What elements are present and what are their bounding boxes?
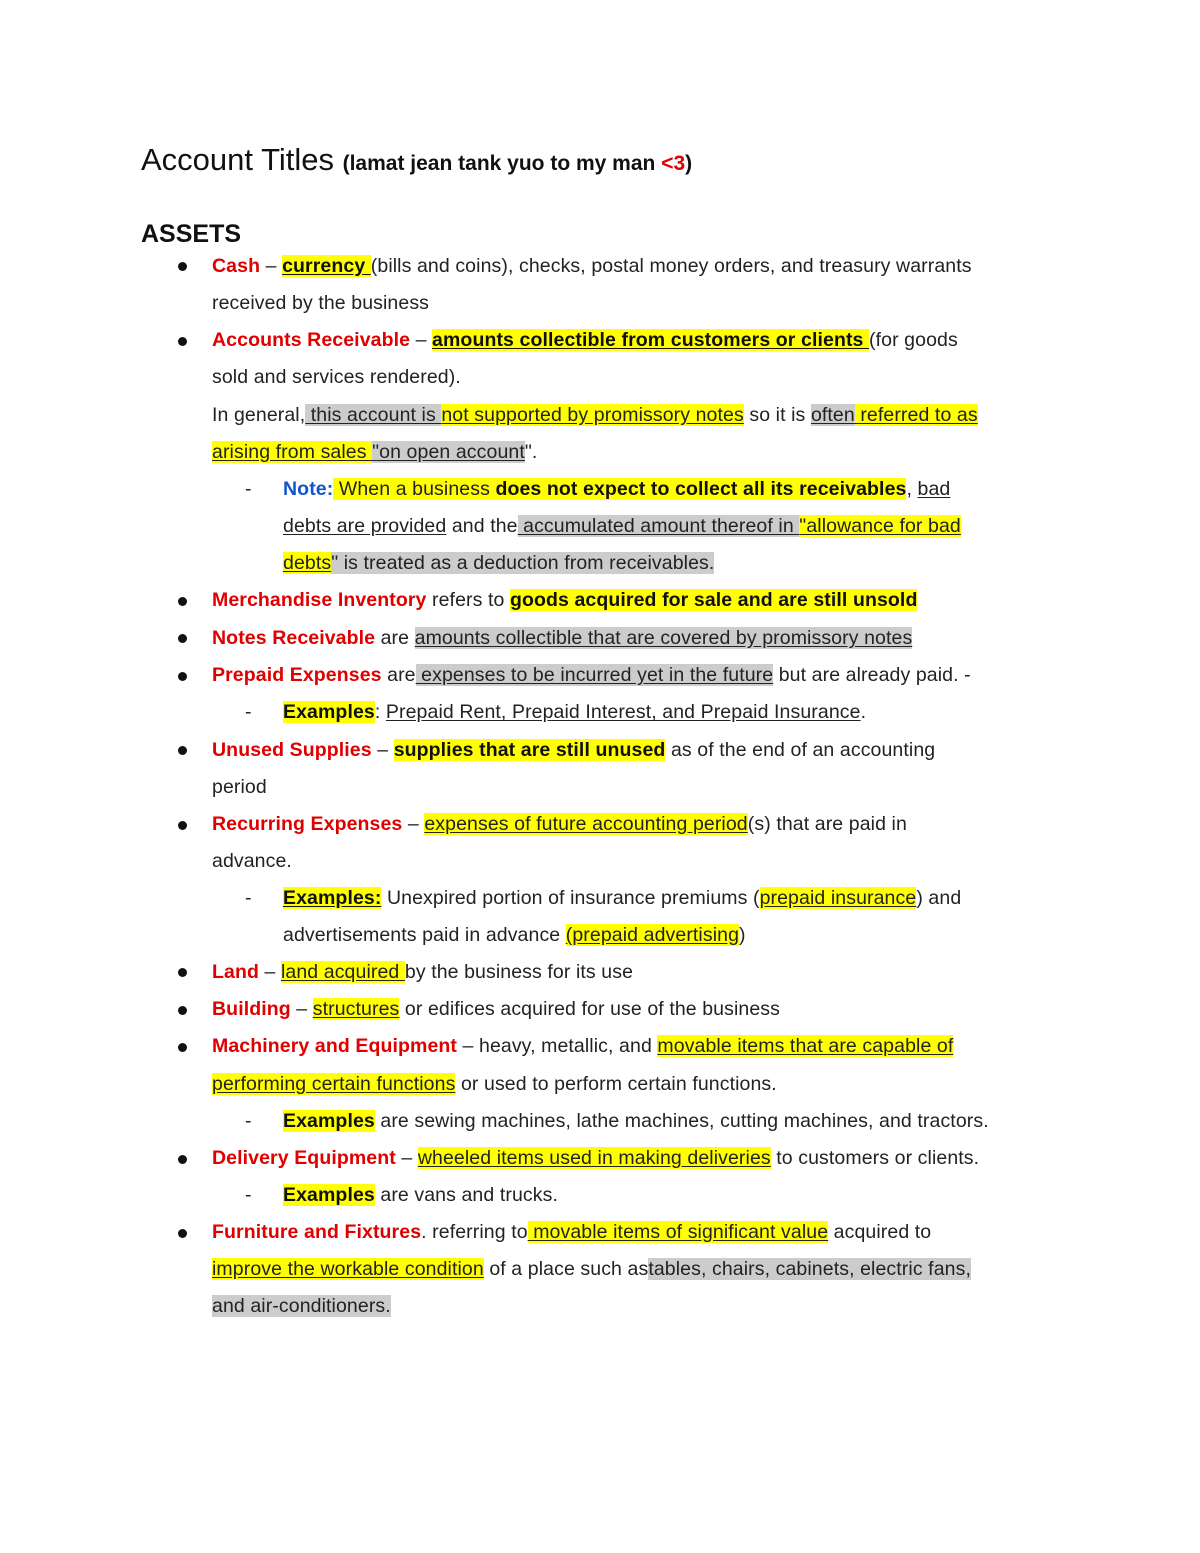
item-furniture-line3: [212, 1293, 391, 1319]
term-building: Building: [212, 998, 291, 1020]
recurring-examples-line2: [283, 922, 746, 948]
item-cash-line2: received by the business: [212, 292, 430, 314]
examples-label: Examples: [283, 1110, 375, 1132]
recurring-examples-line1: [283, 885, 961, 911]
dash: –: [395, 1147, 418, 1169]
gray-highlight: amounts collectible that are covered by promissory notes: [414, 627, 913, 649]
text: :: [374, 701, 386, 723]
subtitle-close: ): [685, 152, 693, 175]
term-unused-supplies: Unused Supplies: [212, 739, 372, 761]
item-building: [212, 996, 780, 1022]
text: as of the end of an accounting: [665, 739, 936, 761]
bullet-icon: [178, 337, 187, 346]
text: so it is: [743, 404, 811, 426]
machinery-examples: [283, 1108, 989, 1134]
dash: –: [258, 961, 281, 983]
item-cash: [212, 253, 972, 279]
item-ar-line3: [212, 402, 978, 428]
item-furniture-fixtures: [212, 1219, 931, 1245]
term-furniture-fixtures: Furniture and Fixtures: [212, 1221, 422, 1243]
dash: –: [260, 255, 283, 277]
term-delivery-equipment: Delivery Equipment: [212, 1147, 396, 1169]
item-machinery-equipment: [212, 1033, 953, 1059]
text: (s) that are paid in: [747, 813, 907, 835]
item-ar-line2: sold and services rendered).: [212, 366, 461, 388]
title-text: Account Titles: [141, 142, 334, 177]
item-unused-supplies: [212, 737, 935, 763]
highlight: performing certain functions: [212, 1073, 456, 1095]
highlight: movable items that are capable of: [657, 1035, 954, 1057]
text: advertisements paid in advance: [283, 924, 566, 946]
highlight: arising from sales: [212, 441, 373, 463]
highlight: amounts collectible from customers or clients: [432, 329, 870, 351]
bullet-icon: [178, 746, 187, 755]
text: refers to: [426, 589, 510, 611]
bullet-icon: [178, 1229, 187, 1238]
item-accounts-receivable: [212, 327, 958, 353]
examples-label: Examples: [283, 1184, 375, 1206]
text: In general,: [212, 404, 306, 426]
item-land: [212, 959, 633, 985]
highlight: (prepaid advertising: [565, 924, 740, 946]
highlight: "allowance for bad: [799, 515, 961, 537]
term-merchandise-inventory: Merchandise Inventory: [212, 589, 427, 611]
bullet-icon: [178, 634, 187, 643]
highlight: debts: [283, 552, 332, 574]
term-cash: Cash: [212, 255, 261, 277]
dash-marker: -: [245, 701, 252, 723]
term-notes-receivable: Notes Receivable: [212, 627, 376, 649]
item-machinery-line2: [212, 1071, 777, 1097]
ar-note-line1: [283, 476, 950, 502]
text: – heavy, metallic, and: [457, 1035, 658, 1057]
subtitle-text: (lamat jean tank yuo to my man: [342, 152, 662, 175]
highlight: supplies that are still unused: [393, 739, 666, 761]
subtitle-heart: <3: [661, 152, 686, 175]
term-recurring-expenses: Recurring Expenses: [212, 813, 403, 835]
prepaid-examples: [283, 699, 866, 725]
text: are: [381, 664, 416, 686]
highlight: not supported by promissory notes: [441, 404, 744, 426]
underlined-text: bad: [917, 478, 951, 500]
gray-highlight: this account is: [305, 404, 442, 426]
item-prepaid-expenses: [212, 662, 971, 688]
highlight: referred to as: [854, 404, 978, 426]
highlight: improve the workable condition: [212, 1258, 484, 1280]
text: to customers or clients.: [770, 1147, 980, 1169]
item-ar-line4: [212, 439, 537, 465]
item-recurring-expenses: [212, 811, 907, 837]
dash: –: [290, 998, 313, 1020]
dash-marker: -: [245, 887, 252, 909]
highlight: When a business: [333, 478, 496, 500]
item-merchandise-inventory: [212, 587, 917, 613]
bullet-icon: [178, 1006, 187, 1015]
dash: –: [402, 813, 425, 835]
highlight: expenses of future accounting period: [424, 813, 748, 835]
text: or used to perform certain functions.: [455, 1073, 777, 1095]
text: ".: [524, 441, 538, 463]
item-recurring-line2: advance.: [212, 850, 292, 872]
section-heading-assets: ASSETS: [141, 220, 242, 248]
text: .: [860, 701, 867, 723]
text: ) and: [916, 887, 962, 909]
highlight: goods acquired for sale and are still unsold: [509, 589, 918, 611]
note-label: Note:: [283, 478, 334, 500]
examples-label: Examples:: [283, 887, 382, 909]
bullet-icon: [178, 1043, 187, 1052]
bullet-icon: [178, 821, 187, 830]
bullet-icon: [178, 672, 187, 681]
item-notes-receivable: [212, 625, 912, 651]
item-delivery-equipment: [212, 1145, 979, 1171]
underlined-text: Prepaid Rent, Prepaid Interest, and Prepaid Insurance: [385, 701, 861, 723]
text: are sewing machines, lathe machines, cutting machines, and tractors.: [374, 1110, 989, 1132]
definition-text: (bills and coins), checks, postal money orders, and treasury warrants: [370, 255, 972, 277]
ar-note-line3: [283, 550, 714, 576]
examples-label: Examples: [283, 701, 375, 723]
item-furniture-line2: [212, 1256, 971, 1282]
delivery-examples: [283, 1182, 558, 1208]
bullet-icon: [178, 597, 187, 606]
ar-note-line2: [283, 513, 961, 539]
text: and the: [446, 515, 518, 537]
gray-highlight: tables, chairs, cabinets, electric fans,: [648, 1258, 971, 1280]
term-machinery-equipment: Machinery and Equipment: [212, 1035, 458, 1057]
text: by the business for its use: [404, 961, 634, 983]
text: . referring to: [421, 1221, 528, 1243]
highlight: currency: [282, 255, 371, 277]
dash: –: [371, 739, 394, 761]
text: of a place such as: [483, 1258, 649, 1280]
highlight: wheeled items used in making deliveries: [417, 1147, 771, 1169]
term-accounts-receivable: Accounts Receivable: [212, 329, 411, 351]
highlight: movable items of significant value: [527, 1221, 829, 1243]
dash-marker: -: [245, 478, 252, 500]
gray-highlight: accumulated amount thereof in: [517, 515, 800, 537]
highlight: does not expect to collect all its receivables: [495, 478, 907, 500]
dash-marker: -: [245, 1184, 252, 1206]
gray-highlight: often: [810, 404, 855, 426]
text: acquired to: [828, 1221, 932, 1243]
definition-text: (for goods: [869, 329, 958, 351]
underlined-text: debts are provided: [283, 515, 447, 537]
item-supplies-line2: period: [212, 776, 267, 798]
term-land: Land: [212, 961, 259, 983]
page-title: [141, 140, 692, 184]
dash: –: [410, 329, 433, 351]
text: ): [739, 924, 746, 946]
text: are: [375, 627, 415, 649]
title-subtitle: [343, 152, 693, 175]
highlight: land acquired: [280, 961, 405, 983]
term-prepaid-expenses: Prepaid Expenses: [212, 664, 382, 686]
text: are vans and trucks.: [374, 1184, 558, 1206]
gray-highlight: " is treated as a deduction from receivables.: [331, 552, 715, 574]
bullet-icon: [178, 968, 187, 977]
highlight: structures: [312, 998, 400, 1020]
gray-highlight: "on open account: [372, 441, 525, 463]
gray-highlight: and air-conditioners.: [212, 1295, 391, 1317]
text: Unexpired portion of insurance premiums (: [381, 887, 760, 909]
text: ,: [906, 478, 912, 500]
bullet-icon: [178, 1155, 187, 1164]
text: or edifices acquired for use of the business: [399, 998, 781, 1020]
bullet-icon: [178, 262, 187, 271]
highlight: prepaid insurance: [759, 887, 917, 909]
gray-highlight: expenses to be incurred yet in the future: [415, 664, 774, 686]
dash-marker: -: [245, 1110, 252, 1132]
text: but are already paid. -: [773, 664, 971, 686]
